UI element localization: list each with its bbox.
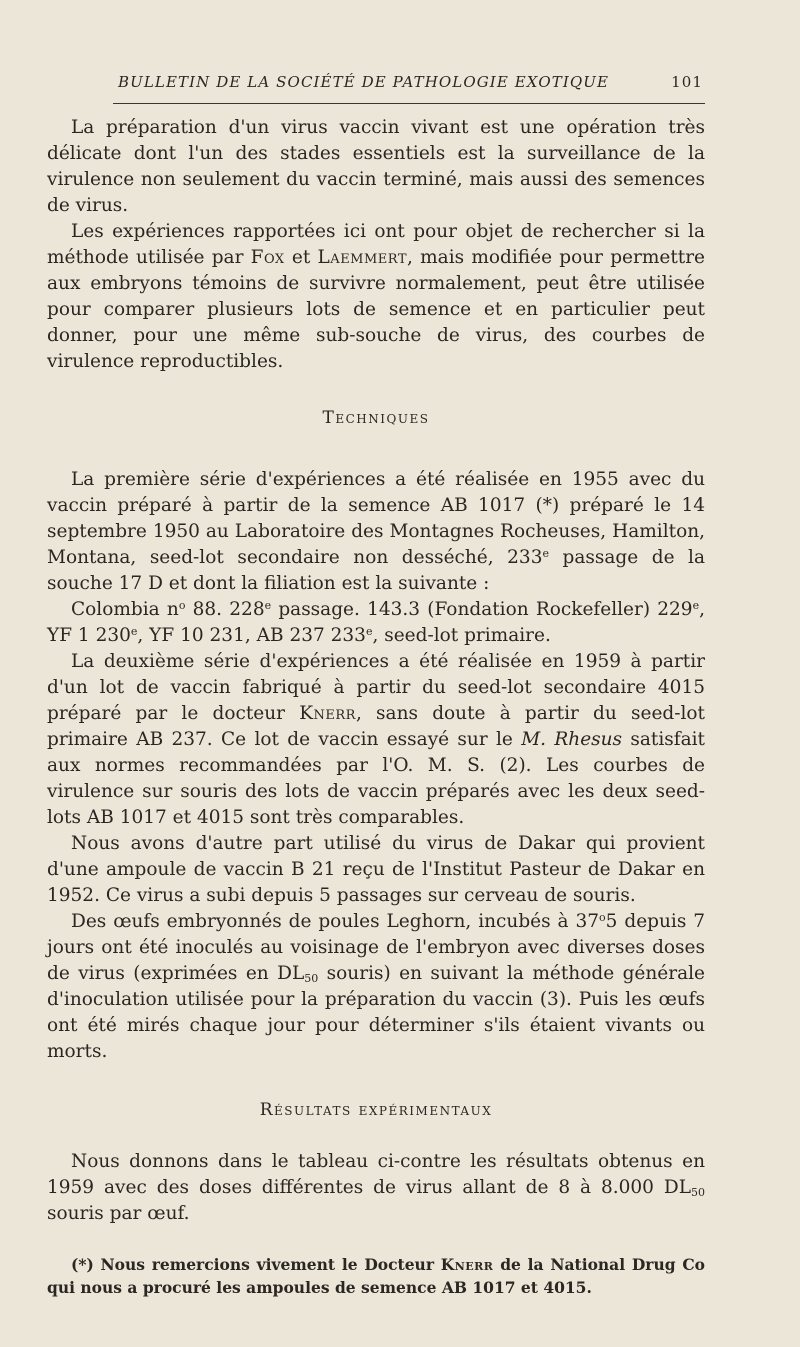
journal-title: BULLETIN DE LA SOCIÉTÉ DE PATHOLOGIE EXOTIQUE bbox=[118, 73, 610, 91]
techniques-paragraph-3: La deuxième série d'expériences a été réalisée en 1959 à partir d'un lot de vaccin fabriqué à partir du seed-lot secondaire 4015 préparé par le docteur Knerr, sans doute à partir du seed-lot primaire AB 237. Ce lot de vaccin essayé sur le M. Rhesus satisfait aux normes recommandées par l'O. M. S. (2). Les courbes de virulence sur souris des lots de vaccin préparés avec les deux seed-lots AB 1017 et 4015 sont très comparables. bbox=[47, 651, 705, 828]
footnote: (*) Nous remercions vivement le Docteur Knerr de la National Drug Co qui nous a procuré les ampoules de semence AB 1017 et 4015. bbox=[47, 1255, 705, 1297]
author-laemmert: Laemmert bbox=[317, 247, 408, 268]
techniques-paragraph-2: Colombia $n^o$ 88. 228e passage. 143.3 (Fondation Rockefeller) 229e, YF 1 230e, YF 10 231, AB 237 233e, seed-lot primaire. bbox=[47, 599, 705, 646]
article-body bbox=[47, 115, 705, 1299]
section-heading-techniques: Techniques bbox=[322, 408, 430, 428]
section-heading-resultats: Résultats expérimentaux bbox=[259, 1100, 493, 1120]
footnote-author-knerr: Knerr bbox=[440, 1255, 494, 1274]
running-header bbox=[118, 73, 703, 91]
resultats-paragraph-1: Nous donnons dans le tableau ci-contre les résultats obtenus en 1959 avec des doses différentes de virus allant de 8 à 8.000 $DL_{50}$ souris par œuf. bbox=[47, 1151, 705, 1224]
techniques-paragraph-1: La première série d'expériences a été réalisée en 1955 avec du vaccin préparé à partir de la semence AB 1017 (*) préparé le 14 septembre 1950 au Laboratoire des Montagnes Rocheuses, Hamilton, Montana, seed-lot secondaire non desséché, 233e passage de la souche 17 D et dont la filiation est la suivante : bbox=[47, 469, 705, 594]
species-name: M. Rhesus bbox=[521, 729, 623, 750]
intro-paragraph-1: La préparation d'un virus vaccin vivant est une opération très délicate dont l'un des stades essentiels est la surveillance de la virulence non seulement du vaccin terminé, mais aussi des semences de virus. bbox=[47, 117, 705, 216]
author-fox: Fox bbox=[250, 247, 285, 268]
intro-paragraph-2: Les expériences rapportées ici ont pour objet de rechercher si la méthode utilisée par Fox et Laemmert, mais modifiée pour permettre aux embryons témoins de survivre normalement, peut être utilisée pour comparer plusieurs lots de semence et en particulier peut donner, pour une même sub-souche de virus, des courbes de virulence reproductibles. bbox=[47, 221, 705, 372]
author-knerr: Knerr bbox=[299, 703, 356, 724]
header-rule bbox=[113, 103, 705, 104]
techniques-paragraph-5: Des œufs embryonnés de poules Leghorn, incubés à 37$^o$5 depuis 7 jours ont été inoculés au voisinage de l'embryon avec diverses doses de virus (exprimées en $DL_{50}$ souris) en suivant la méthode générale d'inoculation utilisée pour la préparation du vaccin (3). Puis les œufs ont été mirés chaque jour pour déterminer s'ils étaient vivants ou morts. bbox=[47, 911, 706, 1062]
techniques-paragraph-4: Nous avons d'autre part utilisé du virus de Dakar qui provient d'une ampoule de vaccin B 21 reçu de l'Institut Pasteur de Dakar en 1952. Ce virus a subi depuis 5 passages sur cerveau de souris. bbox=[47, 833, 705, 906]
page-number: 101 bbox=[671, 73, 703, 91]
